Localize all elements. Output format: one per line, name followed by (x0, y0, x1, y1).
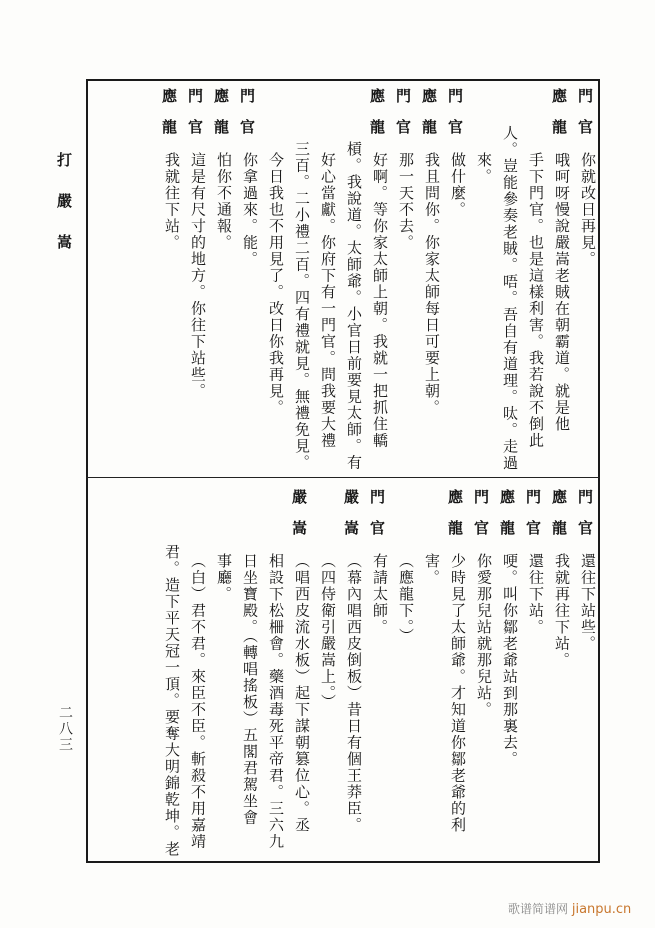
speaker-column (208, 86, 234, 471)
dialogue-entry (156, 487, 208, 857)
speaker-column (546, 86, 572, 471)
speaker-column (234, 86, 260, 471)
dialogue-entry (468, 487, 494, 857)
page-number: 二八三 (57, 705, 73, 753)
speaker-spacer (338, 86, 364, 141)
continuation-column (468, 86, 494, 471)
continuation-column (312, 86, 338, 471)
speaker-name: 嚴嵩 (290, 489, 308, 551)
dialogue-line: 你愛那兒站就那兒站。 (475, 553, 493, 718)
bottom-panel (156, 487, 598, 857)
speaker-column (442, 487, 468, 857)
speaker-column (182, 86, 208, 471)
speaker-column (182, 487, 208, 857)
speaker-column (572, 86, 598, 471)
watermark (508, 900, 631, 917)
dialogue-line: 怕你不通報。 (215, 152, 233, 251)
speaker-column (572, 487, 598, 857)
dialogue-line: 日坐寶殿。（轉唱搖板）五閣君駕坐會 (241, 553, 259, 826)
continuation-column (338, 86, 364, 471)
continuation-column (234, 487, 260, 857)
speaker-spacer (156, 487, 182, 544)
speaker-name (182, 487, 208, 553)
continuation-column (208, 487, 234, 857)
speaker-column (494, 487, 520, 857)
speaker-column (390, 86, 416, 471)
speaker-name: 門官 (576, 88, 594, 150)
speaker-spacer (260, 86, 286, 152)
dialogue-line: （應龍下。） (397, 553, 415, 645)
dialogue-line: 事廳。 (215, 553, 233, 603)
speaker-name: 門官 (368, 489, 386, 551)
speaker-column (416, 86, 442, 471)
speaker-name: 門官 (576, 489, 594, 551)
speaker-column (390, 487, 416, 857)
dialogue-entry (494, 487, 520, 857)
speaker-name: 應龍 (498, 489, 516, 551)
dialogue-line: 你拿過來。能。 (241, 152, 259, 268)
dialogue-line: （幕內唱西皮倒板）昔日有個王莽臣。 (345, 553, 363, 834)
dialogue-entry (390, 86, 416, 471)
dialogue-line: 槓。我說道。太師爺。小官日前要見太師。有 (345, 141, 363, 471)
dialogue-line: （白）君不君。來臣不臣。斬殺不用嘉靖 (189, 553, 207, 850)
dialogue-line: 有請太師。 (371, 553, 389, 636)
speaker-name: 門官 (446, 88, 464, 150)
dialogue-line: 來。 (475, 152, 493, 185)
speaker-column (338, 487, 364, 857)
speaker-name: 應龍 (212, 88, 230, 150)
margin-title: 打嚴嵩 (55, 152, 73, 275)
speaker-column (442, 86, 468, 471)
dialogue-entry (364, 487, 390, 857)
continuation-column (286, 86, 312, 471)
dialogue-line: 今日我也不用見了。改日你我再見。 (267, 152, 285, 416)
speaker-column (156, 86, 182, 471)
dialogue-entry (468, 86, 572, 471)
speaker-spacer (260, 487, 286, 553)
speaker-name: 應龍 (368, 88, 386, 150)
dialogue-line: 手下門官。也是這樣利害。我若說不倒此 (527, 152, 545, 449)
speaker-name: 門官 (524, 489, 542, 551)
dialogue-line: 還往下站些。 (579, 553, 597, 652)
speaker-name: 門官 (186, 88, 204, 150)
dialogue-entry (182, 86, 208, 471)
continuation-column (260, 487, 286, 857)
dialogue-line: 害。 (423, 553, 441, 586)
speaker-spacer (494, 86, 520, 125)
dialogue-line: （四侍衛引嚴嵩上。） (319, 553, 337, 711)
speaker-spacer (208, 487, 234, 553)
dialogue-entry (208, 86, 234, 471)
speaker-name: 門官 (394, 88, 412, 150)
speaker-column (364, 487, 390, 857)
dialogue-entry (156, 86, 182, 471)
top-panel (156, 86, 598, 471)
dialogue-line: 人。豈能參奏老賊。唔。吾自有道理。呔。走過 (501, 124, 519, 471)
continuation-column (260, 86, 286, 471)
continuation-column (520, 86, 546, 471)
dialogue-line: 三百。二小禮二百。四有禮就見。無禮免見。 (293, 141, 311, 471)
continuation-column (416, 487, 442, 857)
dialogue-line: 哽。叫你鄒老爺站到那裏去。 (501, 553, 519, 768)
dialogue-line: 好啊。等你家太師上朝。我就一把抓住轎 (371, 152, 389, 449)
dialogue-entry (338, 487, 364, 857)
speaker-column (468, 487, 494, 857)
dialogue-line: 少時見了太師爺。才知道你鄒老爺的利 (449, 553, 467, 834)
dialogue-line: 這是有尺寸的地方。你往下站些。 (189, 152, 207, 400)
dialogue-line: 你就改日再見。 (579, 152, 597, 268)
speaker-name (390, 487, 416, 553)
speaker-column (312, 487, 338, 857)
speaker-name: 應龍 (160, 88, 178, 150)
speaker-column (364, 86, 390, 471)
dialogue-entry (572, 86, 598, 471)
panel-divider (86, 477, 600, 478)
dialogue-line: 君。造下平天冠一頂。要奪大明錦乾坤。老 (163, 543, 181, 857)
watermark-en: jianpu.cn (571, 902, 632, 917)
dialogue-line: 哦呵呀慢說嚴嵩老賊在朝霸道。就是他 (553, 152, 571, 433)
dialogue-line: 我就往下站。 (163, 152, 181, 251)
continuation-column (156, 487, 182, 857)
dialogue-entry (572, 487, 598, 857)
speaker-name (312, 487, 338, 553)
speaker-spacer (312, 86, 338, 152)
dialogue-line: 那一天不去。 (397, 152, 415, 251)
speaker-name: 應龍 (420, 88, 438, 150)
speaker-name: 應龍 (550, 88, 568, 150)
dialogue-line: 做什麼。 (449, 152, 467, 218)
dialogue-entry (260, 86, 390, 471)
speaker-spacer (468, 86, 494, 152)
dialogue-line: 我就再往下站。 (553, 553, 571, 669)
speaker-spacer (286, 86, 312, 141)
dialogue-entry (208, 487, 312, 857)
speaker-name: 門官 (238, 88, 256, 150)
speaker-name: 門官 (472, 489, 490, 551)
dialogue-entry (234, 86, 260, 471)
dialogue-entry (546, 487, 572, 857)
speaker-column (546, 487, 572, 857)
dialogue-line: 好心當獻。你府下有一門官。問我要大禮 (319, 152, 337, 449)
watermark-cn: 歌谱简谱网 (508, 902, 569, 916)
speaker-name: 應龍 (446, 489, 464, 551)
speaker-spacer (520, 86, 546, 152)
speaker-column (286, 487, 312, 857)
dialogue-entry (442, 86, 468, 471)
dialogue-line: （唱西皮流水板）起下謀朝篡位心。丞 (293, 553, 311, 834)
dialogue-line: 還往下站。 (527, 553, 545, 636)
dialogue-line: 我且問你。你家太師每日可要上朝。 (423, 152, 441, 416)
continuation-column (494, 86, 520, 471)
dialogue-entry (312, 487, 338, 857)
speaker-spacer (416, 487, 442, 553)
speaker-name: 應龍 (550, 489, 568, 551)
dialogue-entry (390, 487, 416, 857)
dialogue-entry (416, 487, 468, 857)
dialogue-entry (416, 86, 442, 471)
speaker-column (520, 487, 546, 857)
dialogue-entry (520, 487, 546, 857)
speaker-name: 嚴嵩 (342, 489, 360, 551)
dialogue-line: 相設下松柵會。藥酒毒死平帝君。三六九 (267, 553, 285, 850)
speaker-spacer (234, 487, 260, 553)
